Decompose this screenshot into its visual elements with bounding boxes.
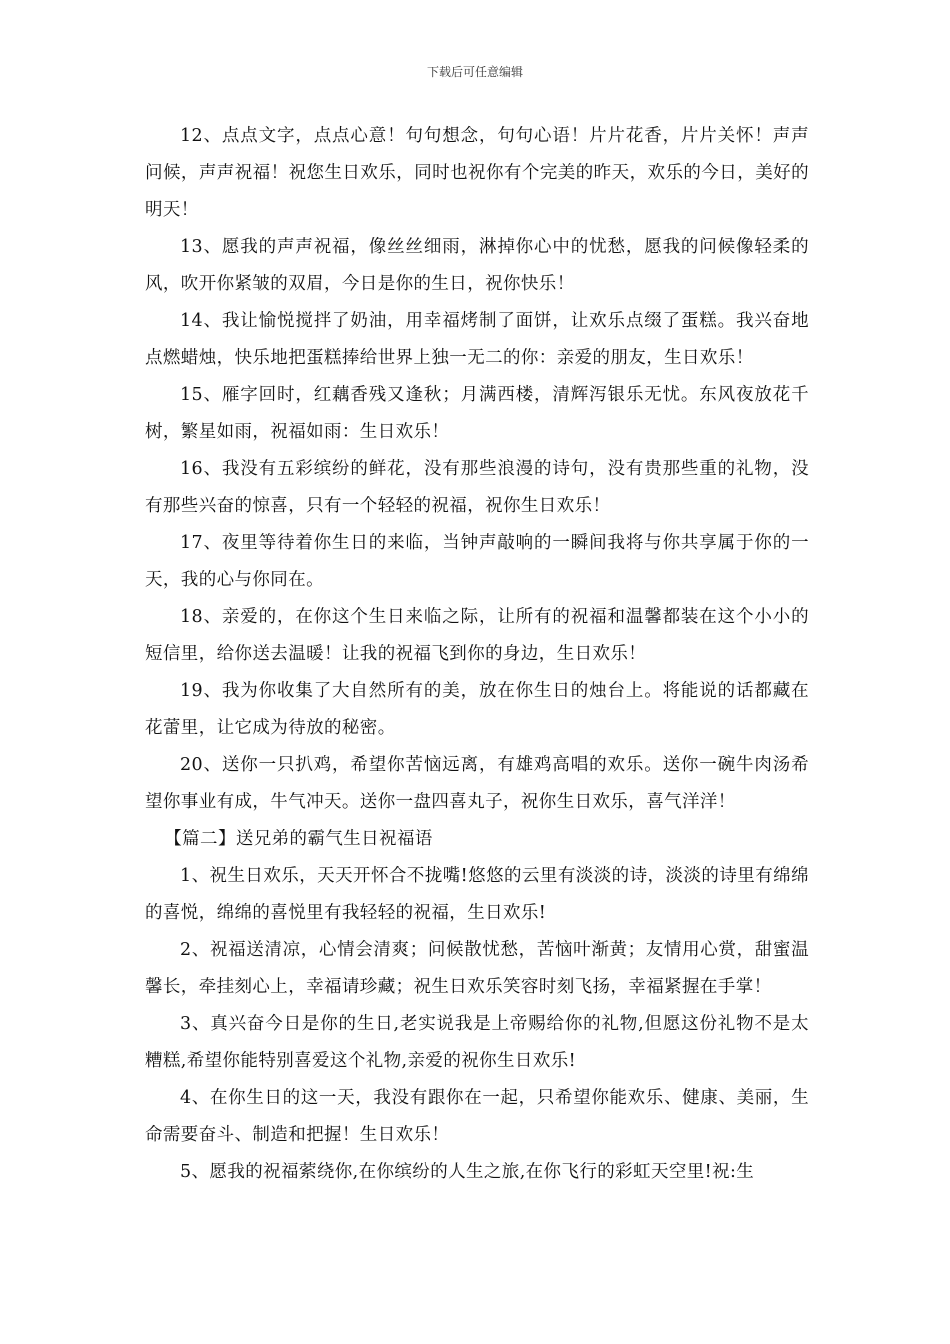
paragraph-17: 17、夜里等待着你生日的来临，当钟声敲响的一瞬间我将与你共享属于你的一天，我的心与你同在。 [145,533,809,590]
paragraph-16: 16、我没有五彩缤纷的鲜花，没有那些浪漫的诗句，没有贵那些重的礼物，没有那些兴奋的惊喜，只有一个轻轻的祝福，祝你生日欢乐！ [145,459,809,516]
paragraph-13: 13、愿我的声声祝福，像丝丝细雨，淋掉你心中的忧愁，愿我的问候像轻柔的风，吹开你紧皱的双眉，今日是你的生日，祝你快乐！ [145,237,809,294]
paragraph-14: 14、我让愉悦搅拌了奶油，用幸福烤制了面饼，让欢乐点缀了蛋糕。我兴奋地点燃蜡烛，快乐地把蛋糕捧给世界上独一无二的你：亲爱的朋友，生日欢乐！ [145,311,809,368]
paragraph-s2-3: 3、真兴奋今日是你的生日,老实说我是上帝赐给你的礼物,但愿这份礼物不是太糟糕,希望你能特别喜爱这个礼物,亲爱的祝你生日欢乐! [145,1014,809,1071]
paragraph-s2-1: 1、祝生日欢乐，天天开怀合不拢嘴!悠悠的云里有淡淡的诗，淡淡的诗里有绵绵的喜悦，绵绵的喜悦里有我轻轻的祝福，生日欢乐! [145,866,809,923]
paragraph-s2-4: 4、在你生日的这一天，我没有跟你在一起，只希望你能欢乐、健康、美丽，生命需要奋斗、制造和把握！生日欢乐！ [145,1088,809,1145]
page-header: 下载后可任意编辑 [426,65,523,79]
paragraph-s2-2: 2、祝福送清凉，心情会清爽；问候散忧愁，苦恼叶渐黄；友情用心赏，甜蜜温馨长，牵挂刻心上，幸福请珍藏；祝生日欢乐笑容时刻飞扬，幸福紧握在手掌！ [145,940,809,997]
paragraph-12: 12、点点文字，点点心意！句句想念，句句心语！片片花香，片片关怀！声声问候，声声祝福！祝您生日欢乐，同时也祝你有个完美的昨天，欢乐的今日，美好的明天！ [145,126,809,220]
paragraph-18: 18、亲爱的，在你这个生日来临之际，让所有的祝福和温馨都装在这个小小的短信里，给你送去温暖！让我的祝福飞到你的身边，生日欢乐！ [145,607,809,664]
document-body [145,118,809,1191]
paragraph-s2-5: 5、愿我的祝福萦绕你,在你缤纷的人生之旅,在你飞行的彩虹天空里!祝:生 [180,1162,755,1182]
paragraph-20: 20、送你一只扒鸡，希望你苦恼远离，有雄鸡高唱的欢乐。送你一碗牛肉汤希望你事业有成，牛气冲天。送你一盘四喜丸子，祝你生日欢乐，喜气洋洋！ [145,755,809,812]
section-heading: 【篇二】送兄弟的霸气生日祝福语 [164,829,433,849]
paragraph-15: 15、雁字回时，红藕香残又逢秋；月满西楼，清辉泻银乐无忧。东风夜放花千树，繁星如雨，祝福如雨：生日欢乐！ [145,385,809,442]
paragraph-19: 19、我为你收集了大自然所有的美，放在你生日的烛台上。将能说的话都藏在花蕾里，让它成为待放的秘密。 [145,681,809,738]
